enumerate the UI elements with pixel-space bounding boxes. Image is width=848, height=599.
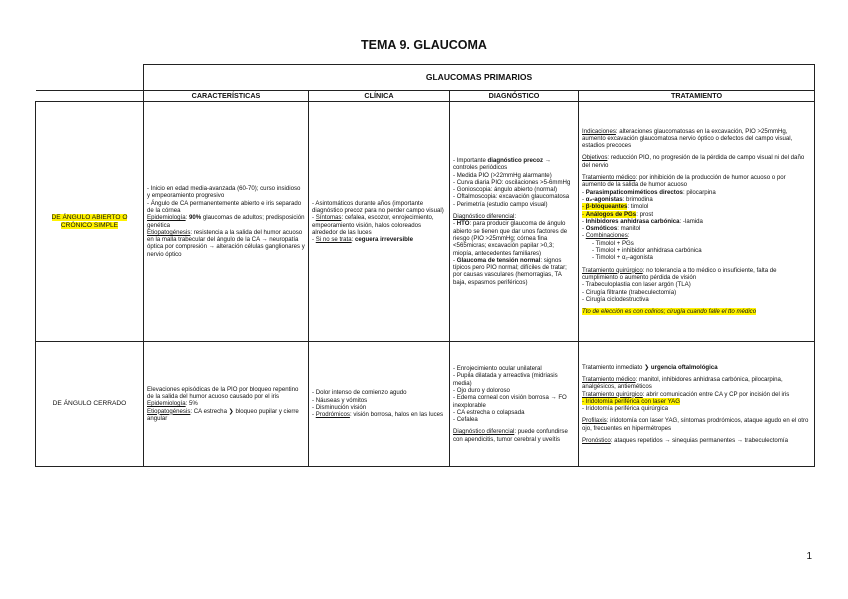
cell-clinica: [309, 102, 450, 342]
text-line: - Disminución visión: [312, 404, 367, 411]
group-header: GLAUCOMAS PRIMARIOS: [144, 65, 815, 91]
text-line: Elevaciones episódicas de la PIO por bloqueo repentino de la salida del humor acuoso causado por el iris: [147, 385, 299, 401]
text-line: - Curva diaria PIO: oscilaciones >5-6mmHg: [453, 178, 571, 186]
text-line: Pronóstico: ataques repetidos → sinequias permanentes → trabeculectomía: [582, 437, 788, 445]
table-corner-blank: [36, 91, 144, 102]
row-label-angulo-cerrado: [36, 342, 144, 467]
text-line: Profilaxis: iridotomía con laser YAG, síntomas prodrómicos, ataque agudo en el otro ojo, frecuentes en hipermétropes: [582, 417, 809, 432]
text-line: Indicaciones: alteraciones glaucomatosas en la excavación, PIO >25mmHg, aumento excavación glaucomatosa nervio óptico o defectos del campo visual, estadios precoces: [582, 127, 793, 150]
text-line: Diagnóstico diferencial:: [453, 213, 517, 221]
text-line: Etiopatogénesis: CA estrecha ❯ bloqueo pupilar y cierre angular: [147, 407, 299, 422]
text-line: Objetivos: reducción PIO, no progresión de la pérdida de campo visual ni del daño del nervio: [582, 154, 805, 169]
text-line: Diagnóstico diferencial: puede confundirse con apendicitis, tumor cerebral y uveítis: [453, 428, 568, 443]
text-line: - CA estrecha o colapsada: [453, 408, 525, 416]
text-line: - Cirugía ciclodestructiva: [582, 295, 649, 303]
text-line: - α₂-agonistas: brimodina: [582, 195, 653, 203]
text-line: - Asintomáticos durante años (importante diagnóstico precoz para no perder campo visual): [312, 199, 444, 214]
row-label-angulo-abierto: [36, 102, 144, 342]
text-line: - Timolol + PGs: [592, 239, 634, 247]
text-line: - Síntomas: cefalea, escozor, enrojecimiento, empeoramiento visión, halos coloreados alrededor de las luces: [312, 214, 434, 236]
cell-clinica: [309, 342, 450, 467]
text-line: - HTO: para producir glaucoma de ángulo abierto se tienen que dar unos factores de riesgo (PIO >25mmHg; córnea fina <565micras; excavación papilar >0,3; miopía, antecedentes familiares): [453, 220, 568, 257]
text-line: - Perimetría (estudio campo visual): [453, 200, 548, 208]
text-line: - Combinaciones:: [582, 232, 630, 240]
text-line: - Iridotomía periférica quirúrgica: [582, 405, 669, 413]
text-line: Tratamiento médico: manitol, inhibidores anhidrasa carbónica, pilocarpina, analgésicos, antieméticos: [582, 375, 783, 391]
text-line: - Parasimpaticomiméticos directos: pilocarpina: [582, 188, 716, 196]
text-line: Epidemiología: 5%: [147, 400, 198, 408]
text-line: - Medida PIO (>22mmHg alarmante): [453, 171, 552, 179]
text-line: - Cefalea: [453, 416, 478, 424]
page-number: 1: [806, 551, 812, 562]
text-line: - Glaucoma de tensión normal: signos típicos pero PIO normal; difíciles de tratar; por causas vasculares (hemorragias, TA baja, espasmos periféricos): [453, 256, 567, 286]
table-corner-blank: [36, 65, 144, 91]
text-line: - Gonioscopia: ángulo abierto (normal): [453, 186, 557, 194]
text-line: Tratamiento quirúrgico: no tolerancia a tto médico o insuficiente, falta de cumplimiento o aumento pérdida de visión: [582, 266, 777, 281]
row-label-text: DE ÁNGULO ABIERTO O CRÓNICO SIMPLE: [51, 213, 128, 229]
cell-diagnostico: [450, 102, 579, 342]
text-line: - Trabeculoplastia con laser argón (TLA): [582, 281, 691, 289]
text-line: - Oftalmoscopia: excavación glaucomatosa: [453, 193, 570, 201]
glaucoma-table: [35, 64, 815, 467]
text-line: - Prodrómicos: visión borrosa, halos en las luces: [312, 411, 444, 419]
cell-diagnostico: [450, 342, 579, 467]
text-line: - Osmóticos: manitol: [582, 225, 641, 233]
text-line: - Análogos de PGs: prost: [582, 210, 654, 218]
cell-caracteristicas: [144, 102, 309, 342]
column-header-clinica: CLÍNICA: [309, 91, 450, 102]
text-line: - Enrojecimiento ocular unilateral: [453, 365, 542, 373]
column-header-caracteristicas: CARACTERÍSTICAS: [144, 91, 309, 102]
page-title: TEMA 9. GLAUCOMA: [361, 38, 487, 52]
text-line: - Importante diagnóstico precoz → controles periódicos: [453, 156, 551, 172]
text-line: - Timolol + α₂-agonista: [592, 254, 653, 262]
text-line: - Dolor intenso de comienzo agudo: [312, 389, 407, 397]
column-header-tratamiento: TRATAMIENTO: [579, 91, 815, 102]
text-line: - Cirugía filtrante (trabeculectomía): [582, 288, 677, 296]
text-line: - Ojo duro y doloroso: [453, 386, 510, 394]
text-line: Tratamiento quirúrgico: abrir comunicación entre CA y CP por incisión del iris: [582, 390, 790, 398]
table-row-angulo-abierto: [36, 102, 815, 342]
text-line: - Iridotomía periférica con laser YAG: [582, 397, 680, 405]
text-line: - Ángulo de CA permanentemente abierto e iris separado de la córnea: [147, 199, 302, 214]
text-line: Etiopatogénesis: resistencia a la salida del humor acuoso en la malla trabecular del ángulo de la CA → neuropatía óptica por compresión → alteración células ganglionares y nervio óptico: [147, 228, 305, 258]
text-line: Tto de elección es con colirios; cirugía cuando falle el tto médico: [582, 308, 757, 316]
row-label-text: DE ÁNGULO CERRADO: [52, 400, 127, 407]
cell-tratamiento: [579, 342, 815, 467]
text-line: Tratamiento inmediato ❯ urgencia oftalmológica: [582, 363, 718, 371]
text-line: - β-bloqueantes: timolol: [582, 203, 649, 211]
text-line: - Si no se trata: ceguera irreversible: [312, 236, 413, 244]
text-line: Tratamiento médico: por inhibición de la producción de humor acuoso o por aumento de la salida de humor acuoso: [582, 174, 786, 189]
text-line: - Pupila dilatada y arreactiva (midriasis media): [453, 372, 558, 387]
text-line: - Náuseas y vómitos: [312, 396, 368, 404]
text-line: - Timolol + inhibidor anhidrasa carbónica: [592, 247, 702, 255]
text-line: - Inicio en edad media-avanzada (60-70); curso insidioso y empeoramiento progresivo: [147, 185, 301, 200]
table-row-angulo-cerrado: [36, 342, 815, 467]
column-header-diagnostico: DIAGNÓSTICO: [450, 91, 579, 102]
text-line: - Inhibidores anhidrasa carbónica: -lamida: [582, 217, 703, 225]
text-line: Epidemiología: 90% glaucomas de adultos; predisposición genética: [147, 214, 305, 229]
cell-caracteristicas: [144, 342, 309, 467]
cell-tratamiento: [579, 102, 815, 342]
text-line: - Edema corneal con visión borrosa → FO inexplorable: [453, 394, 567, 409]
